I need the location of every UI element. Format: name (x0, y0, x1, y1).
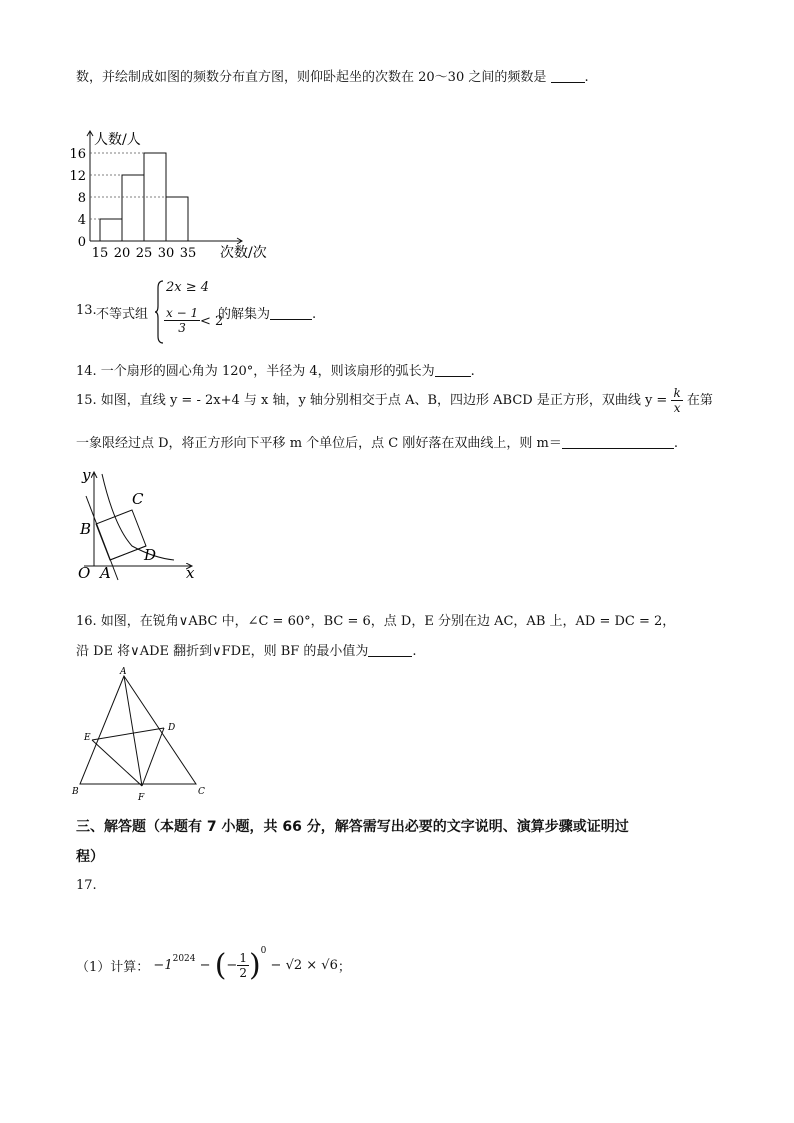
segment-ef (92, 740, 142, 786)
section-3-heading-line1: 三、解答题（本题有 7 小题，共 66 分，解答需写出必要的文字说明、演算步骤或证明过 (76, 819, 629, 835)
answer-blank (562, 434, 674, 449)
label-c: C (132, 490, 144, 508)
y-tick-label: 16 (69, 147, 86, 162)
histogram-bar (100, 219, 122, 241)
q16-figure (68, 664, 204, 806)
question-14: 14. 一个扇形的圆心角为 120°，半径为 4，则该扇形的弧长为 . (76, 364, 475, 379)
q13-prefix: 不等式组 (96, 307, 149, 322)
y-tick-label: 8 (77, 191, 86, 206)
label-a: A (120, 667, 127, 677)
question-15-line1: 15. 如图，直线 y = - 2x+4 与 x 轴，y 轴分别相交于点 A、B，四边形 ABCD 是正方形，双曲线 y = $\frac{k}{x}$ 在第 (76, 386, 713, 415)
label-d: D (144, 546, 157, 564)
label-e: E (84, 733, 91, 743)
label-c: C (198, 787, 205, 797)
y-tick-label: 12 (69, 169, 86, 184)
label-f: F (138, 793, 145, 803)
q13-ineq-1: 2x ≥ 4 (166, 280, 210, 295)
triangle-abc (80, 676, 196, 784)
label-b: B (80, 520, 92, 538)
segment-de (92, 728, 164, 740)
y-tick-label: 4 (77, 213, 86, 228)
x-axis-label: 次数/次 (220, 245, 267, 261)
label-x: x (186, 564, 195, 582)
histogram-plot (69, 131, 266, 261)
histogram-bar (166, 197, 188, 241)
answer-blank (368, 642, 412, 657)
square-abcd (96, 510, 146, 560)
section-3-heading-line2: 程） (76, 849, 104, 865)
q13-ineq-2-tail: < 2 (200, 314, 224, 329)
q13-number: 13. (76, 303, 97, 318)
x-tick-label: 15 (91, 246, 109, 261)
label-a: A (100, 564, 111, 582)
answer-blank (551, 68, 585, 83)
q15-figure (74, 466, 198, 584)
x-tick-label: 20 (113, 246, 131, 261)
question-16-line2: 沿 DE 将∨ADE 翻折到∨FDE，则 BF 的最小值为 . (76, 644, 417, 659)
y-tick-label: 0 (77, 235, 86, 250)
question-13 (76, 278, 376, 346)
label-d: D (168, 723, 176, 733)
q13-fraction: $\frac{x - 1}{3}$ (166, 306, 199, 335)
y-axis-label: 人数/人 (94, 132, 141, 148)
question-12-tail: 数，并绘制成如图的频数分布直方图，则仰卧起坐的次数在 20～30 之间的频数是 . (76, 70, 589, 85)
label-b: B (72, 787, 79, 797)
one-half-fraction: $\frac{1}{2}$ (239, 951, 247, 980)
answer-blank (270, 305, 312, 320)
histogram-chart (70, 128, 290, 262)
question-15-line2: 一象限经过点 D，将正方形向下平移 m 个单位后，点 C 刚好落在双曲线上，则 m＝ . (76, 436, 678, 451)
answer-blank (435, 362, 471, 377)
segment-af (124, 676, 142, 786)
segment-df (142, 728, 164, 786)
k-over-x-fraction: $\frac{k}{x}$ (673, 386, 681, 415)
x-tick-label: 35 (179, 246, 197, 261)
label-y: y (82, 466, 91, 484)
question-17-number: 17. (76, 878, 97, 893)
question-17-part-1: （1）计算： $-1^{2024}$ − (− $\frac{1}{2}$ )$^0$ − √2 × √6； (76, 946, 351, 983)
question-16-line1: 16. 如图，在锐角∨ABC 中，∠C = 60°，BC = 6，点 D，E 分别在边 AC，AB 上，AD = DC = 2， (76, 614, 676, 629)
label-o: O (78, 564, 91, 582)
x-tick-label: 30 (157, 246, 175, 261)
histogram-bar (122, 175, 144, 241)
left-brace-icon (154, 280, 164, 344)
q13-suffix: 的解集为 . (218, 307, 317, 322)
x-tick-label: 25 (135, 246, 153, 261)
